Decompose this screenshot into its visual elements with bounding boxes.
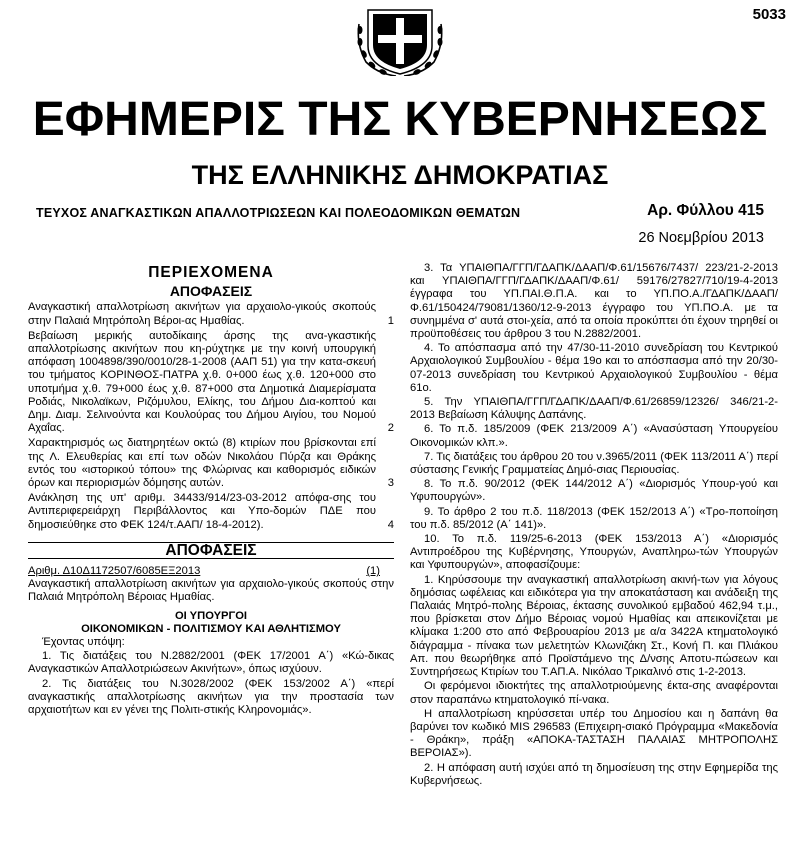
masthead-title: ΕΦΗΜΕΡΙΣ ΤΗΣ ΚΥΒΕΡΝΗΣΕΩΣ bbox=[32, 93, 768, 146]
issue-date: 26 Νοεμβρίου 2013 bbox=[638, 230, 764, 246]
page-number: 5033 bbox=[752, 6, 786, 23]
toc-entry-text: Χαρακτηρισμός ως διατηρητέων οκτώ (8) κτιρίων που βρίσκονται επί της Λ. Ελευθερίας και επί των οδών Νικολάου Πύρζα και Θράκης εντός του «ιστορικού τόπου» της Φλώρινας και καθορισμός ειδικών όρων και περιορισμών δόμησης αυτών. bbox=[28, 437, 376, 490]
paragraph: 9. Το άρθρο 2 του π.δ. 118/2013 (ΦΕΚ 152/2013 Α΄) «Τρο-ποποίηση του π.δ. 85/2012 (Α΄ 141)». bbox=[410, 505, 778, 531]
ministries-heading: ΟΙΚΟΝΟΜΙΚΩΝ - ΠΟΛΙΤΙΣΜΟΥ ΚΑΙ ΑΘΛΗΤΙΣΜΟΥ bbox=[81, 622, 341, 635]
paragraph: 2. Η απόφαση αυτή ισχύει από τη δημοσίευση της στην Εφημερίδα της Κυβερνήσεως. bbox=[410, 761, 778, 787]
toc-entry-page: 4 bbox=[387, 518, 394, 531]
toc-entry-text: Ανάκληση της υπ' αριθμ. 34433/914/23-03-2012 απόφα-σης του Αντιπεριφερειάρχη Περιβάλλοντος και Υπο-δομών ΠΔΕ που δημοσιεύθηκε στο ΦΕΚ 124/τ.ΑΑΠ/ 18-4-2012). bbox=[28, 492, 376, 531]
issue-number: Αρ. Φύλλου 415 bbox=[647, 202, 764, 219]
right-column bbox=[410, 262, 778, 789]
toc-entry bbox=[28, 492, 394, 532]
paragraph: 6. Το π.δ. 185/2009 (ΦΕΚ 213/2009 Α΄) «Ανασύσταση Υπουργείου Οικονομικών κλπ.». bbox=[410, 423, 778, 449]
paragraph: 1. Κηρύσσουμε την αναγκαστική απαλλοτρίωση ακινή-των για λόγους δημόσιας ωφέλειας και ειδικότερα για την αποκατάσταση και ανάδειξη της Παλαιάς Μητρό-πολης Βέροιας, έκτασης συνολικού εμβαδού 462,94 τ.μ., που βρίσκεται στον Δήμο Βέροιας νομού Ημαθίας και απεικονίζεται με κλίμακα 1:200 στο από Φεβρουαρίου 2013 με α/α 3422Α κτηματολογικό διάγραμμα - πίνακα των μελετητών Κλωνιζάκη Στ., Κονή Π. και Πλιάκου Απ. που θεωρήθηκε από Προϊστάμενο της Δ/νσης Αποτυ-πώσεων και Συντηρήσεως Κτιρίων του Τ.ΑΠ.Α. Νικόλαο Τρικαλινό στις 1-2-2013. bbox=[410, 573, 778, 679]
toc-entry bbox=[28, 301, 394, 327]
toc-entry bbox=[28, 330, 394, 436]
paragraph: 5. Την ΥΠΑΙΘΠΑ/ΓΓΠ/ΓΔΑΠΚ/ΔΑΑΠ/Φ.61/26859/12326/ 346/21-2-2013 Βεβαίωση Κάλυψης Δαπάνης. bbox=[410, 396, 778, 422]
decision-subject: Αναγκαστική απαλλοτρίωση ακινήτων για αρχαιολο-γικούς σκοπούς στην Παλαιά Μητρόπολη Βέροιας Ημαθίας. bbox=[28, 578, 394, 604]
toc-title: ΠΕΡΙΕΧΟΜΕΝΑ bbox=[148, 264, 274, 281]
paragraph: Η απαλλοτρίωση κηρύσσεται υπέρ του Δημοσίου και η δαπάνη θα βαρύνει τον κωδικό MIS 296583 (Επιχειρη-σιακό Πρόγραμμα «Μακεδονία - Θράκη», πράξη «ΑΠΟΚΑ-ΤΑΣΤΑΣΗ ΠΑΛΑΙΑΣ ΜΗΤΡΟΠΟΛΗΣ ΒΕΡΟΙΑΣ»). bbox=[410, 707, 778, 760]
paragraph: 1. Τις διατάξεις του Ν.2882/2001 (ΦΕΚ 17/2001 Α΄) «Κώ-δικας Αναγκαστικών Απαλλοτριώσεων Ακινήτων», όπως ισχύουν. bbox=[28, 650, 394, 676]
ministers-heading: ΟΙ ΥΠΟΥΡΓΟΙ bbox=[174, 609, 248, 622]
decision-ref-number: Αριθμ. Δ10Δ1172507/6085ΕΞ2013 bbox=[28, 565, 201, 578]
left-column bbox=[28, 262, 394, 718]
decision-index: (1) bbox=[366, 565, 380, 578]
decision-reference bbox=[28, 565, 394, 578]
toc-entry-page: 2 bbox=[387, 422, 394, 435]
paragraph: 3. Τα ΥΠΑΙΘΠΑ/ΓΓΠ/ΓΔΑΠΚ/ΔΑΑΠ/Φ.61/15676/7437/ 223/21-2-2013 και ΥΠΑΙΘΠΑ/ΓΓΠ/ΓΔΑΠΚ/ΔΑΑΠ/Φ.61/ 59176/27827/710/19-4-2013 έγγραφα του ΥΠ.ΠΑΙ.Θ.Π.Α. και το ΥΠ.ΠΟ.Α./ΓΔΑΠΚ/ΔΑΑΠ/Φ.61/150424/79081/1360/12-9-2013 έγγραφο του ΥΠ.ΠΟ.Α. με τα συνημμένα σ' αυτά στοι-χεία, από τα οποία προκύπτει ότι έχουν τηρηθεί οι προϋποθέσεις του άρθρου 3 του Ν.2882/2001. bbox=[410, 262, 778, 341]
toc-entry-text: Βεβαίωση μερικής αυτοδίκαιης άρσης της ανα-γκαστικής απαλλοτρίωσης ακινήτων που κη-ρύχτηκε με την κοινή υπουργική απόφαση 1004898/390/0010/28-1-2008 (ΑΑΠ 51) για την κατα-σκευή του τμήματος ΚΟΡΙΝΘΟΣ-ΠΑΤΡΑ χ.θ. 0+000 έως χ.θ. 120+000 στο υποτμήμα χ.θ. 79+000 έως χ.θ. 87+000 στα Δημοτικά Διαμερίσματα Ροδιάς, Νικολαϊκων, Ριζόμυλου, Ελίκης, του Δήμου Δια-κοπτού και Δημ. Διαμ. Σελινούντα και Κουλούρας του Δήμου Αιγίου, του Νομού Αχαΐας. bbox=[28, 329, 376, 435]
series-title: ΤΕΥΧΟΣ ΑΝΑΓΚΑΣΤΙΚΩΝ ΑΠΑΛΛΟΤΡΙΩΣΕΩΝ ΚΑΙ ΠΟΛΕΟΔΟΜΙΚΩΝ ΘΕΜΑΤΩΝ bbox=[36, 206, 521, 220]
toc-entry-page: 1 bbox=[387, 314, 394, 327]
toc-entry-page: 3 bbox=[387, 477, 394, 490]
paragraph: Οι φερόμενοι ιδιοκτήτες της απαλλοτριούμενης έκτα-σης αναφέρονται στον παραπάνω κτηματολογικό πί-νακα. bbox=[410, 680, 778, 706]
decisions-heading: ΑΠΟΦΑΣΕΙΣ bbox=[28, 542, 394, 559]
masthead-subtitle: ΤΗΣ ΕΛΛΗΝΙΚΗΣ ΔΗΜΟΚΡΑΤΙΑΣ bbox=[191, 160, 609, 190]
paragraph: 2. Τις διατάξεις του Ν.3028/2002 (ΦΕΚ 153/2002 Α΄) «περί αναγκαστικής απαλλοτρίωσης ακινήτων για την προστασία των αρχαιοτήτων και εν γένει της Πολιτι-στικής Κληρονομιάς». bbox=[28, 677, 394, 717]
paragraph: 8. Το π.δ. 90/2012 (ΦΕΚ 144/2012 Α΄) «Διορισμός Υπουρ-γού και Υφυπουργών». bbox=[410, 478, 778, 504]
paragraph: 10. Το π.δ. 119/25-6-2013 (ΦΕΚ 153/2013 Α΄) «Διορισμός Αντιπροέδρου της Κυβέρνησης, Υπουργών, Αναπληρω-τών Υπουργών και Υφυπουργών», αποφασίζουμε: bbox=[410, 533, 778, 572]
toc-entry-text: Αναγκαστική απαλλοτρίωση ακινήτων για αρχαιολο-γικούς σκοπούς στην Παλαιά Μητρόπολη Βέροι-ας Ημαθίας. bbox=[28, 301, 376, 327]
toc-section-title: ΑΠΟΦΑΣΕΙΣ bbox=[169, 283, 253, 300]
toc-entry bbox=[28, 437, 394, 490]
paragraph: 7. Τις διατάξεις του άρθρου 20 του ν.3965/2011 (ΦΕΚ 113/2011 Α΄) περί σύστασης Γενικής Γραμματείας Δημό-σιας Περιουσίας. bbox=[410, 450, 778, 477]
paragraph: 4. Το απόσπασμα από την 47/30-11-2010 συνεδρίαση του Κεντρικού Αρχαιολογικού Συμβουλίου - θέμα 19ο και το απόσπασμα από την 20/30-07-2013 συνεδρίαση του Κεντρικού Αρχαιολογικού Συμβουλίου - θέμα 61ο. bbox=[410, 342, 778, 394]
greek-coat-of-arms-icon bbox=[356, 4, 444, 76]
having-regard: Έχοντας υπόψη: bbox=[42, 636, 125, 649]
